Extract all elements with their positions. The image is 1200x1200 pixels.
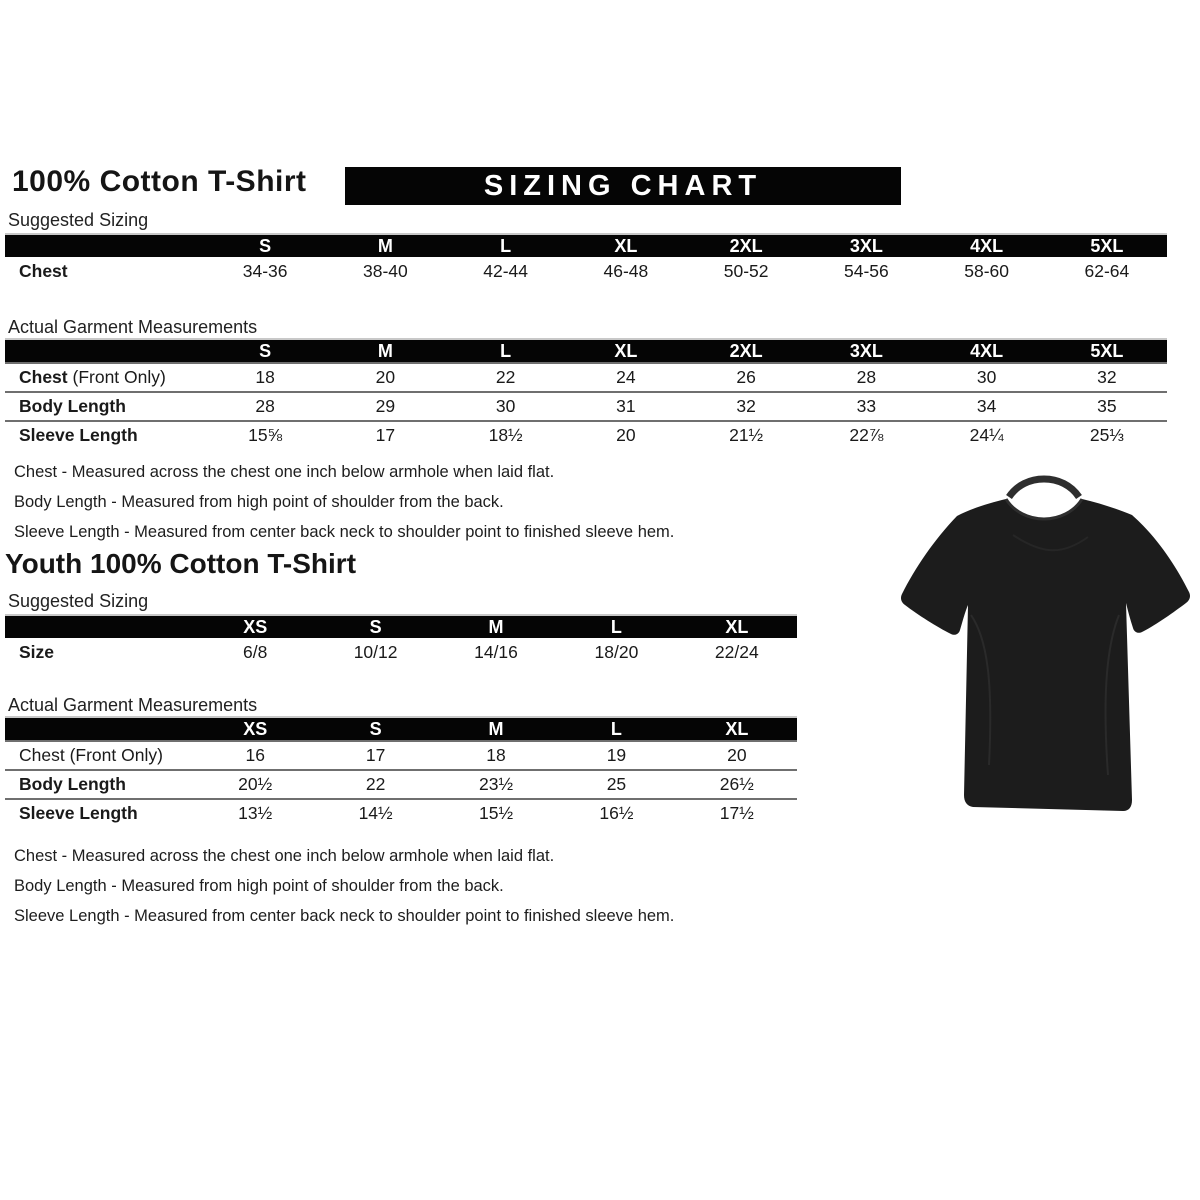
column-header: XL [614,235,638,256]
row-label: Sleeve Length [19,803,138,823]
cell-value: 13½ [238,803,273,823]
column-header: 2XL [729,340,763,361]
cell-value: 16 [245,745,265,765]
cell-value: 16½ [599,803,634,823]
tshirt-collar [1009,479,1079,497]
measurement-note: Chest - Measured across the chest one inch below armhole when laid flat. [14,847,555,865]
adult-suggested-sizing-table [5,233,1167,286]
row-label: Sleeve Length [19,425,138,445]
column-header: XL [725,718,749,739]
cell-value: 28 [856,367,877,387]
row-label-cell [5,396,205,417]
column-header: S [369,616,382,637]
cell-value: 26½ [719,774,754,794]
column-header: M [377,340,393,361]
column-header: XL [725,616,749,637]
row-label-note: (Front Only) [67,367,166,387]
column-header: 4XL [970,340,1004,361]
cell-value: 14/16 [474,642,518,662]
table-row [5,638,797,667]
cell-value: 22⅞ [849,425,884,445]
row-label-cell [5,642,195,663]
row-label-cell [5,261,205,282]
cell-value: 50-52 [723,261,769,281]
table-row [5,798,797,827]
cell-value: 18 [486,745,506,765]
adult-suggested-sizing-label: Suggested Sizing [8,210,149,230]
cell-value: 18/20 [594,642,639,662]
cell-value: 29 [375,396,396,416]
table-row [5,362,1167,391]
column-header: S [259,235,272,256]
column-header: XS [243,718,268,739]
measurement-note: Body Length - Measured from high point of shoulder from the back. [14,877,504,895]
cell-value: 26 [736,367,756,387]
table-header-row [5,614,797,638]
column-header: 2XL [729,235,763,256]
row-label-cell [5,803,195,824]
sizing-chart-banner [345,167,901,205]
cell-value: 18 [255,367,275,387]
cell-value: 17½ [719,803,754,823]
youth-actual-measurements-label: Actual Garment Measurements [8,695,258,715]
cell-value: 30 [495,396,516,416]
row-label: Size [19,642,55,662]
cell-value: 15½ [478,803,514,823]
table-header-row [5,338,1167,362]
cell-value: 18½ [488,425,523,445]
adult-actual-measurements-table [5,338,1167,449]
youth-actual-measurements-table [5,716,797,827]
cell-value: 62-64 [1084,261,1130,281]
row-label-cell [5,425,205,446]
column-header: L [610,616,622,637]
column-header: L [610,718,622,739]
row-label: Chest [19,261,68,281]
cell-value: 25 [606,774,627,794]
row-label: Chest [19,367,68,387]
row-label: Chest (Front Only) [19,745,163,765]
cell-value: 30 [976,367,997,387]
cell-value: 17 [375,425,396,445]
cell-value: 31 [616,396,636,416]
cell-value: 42-44 [483,261,528,281]
column-header: XL [614,340,638,361]
column-header: 5XL [1090,340,1124,361]
row-label-cell [5,367,205,388]
cell-value: 28 [255,396,275,416]
column-header: 3XL [849,235,883,256]
table-header-row [5,716,797,740]
row-label: Body Length [19,774,126,794]
cell-value: 23½ [478,774,514,794]
cell-value: 35 [1097,396,1117,416]
measurement-note: Chest - Measured across the chest one inch below armhole when laid flat. [14,463,555,481]
adult-measurement-notes [14,463,834,553]
youth-suggested-sizing-label: Suggested Sizing [8,591,149,611]
column-header: L [500,340,512,361]
column-header: M [488,616,504,637]
table-row [5,740,797,769]
cell-value: 20 [616,425,636,445]
cell-value: 22 [365,774,386,794]
column-header: L [500,235,512,256]
cell-value: 24¼ [969,425,1004,445]
table-row [5,391,1167,420]
column-header: 3XL [849,340,883,361]
cell-value: 38-40 [362,261,408,281]
tshirt-product-image [893,465,1195,817]
row-label: Body Length [19,396,126,416]
cell-value: 25⅓ [1089,425,1124,445]
cell-value: 22/24 [714,642,759,662]
column-header: 5XL [1090,235,1124,256]
page-title: 100% Cotton T-Shirt [12,165,307,198]
banner-text: SIZING CHART [483,169,763,202]
cell-value: 24 [616,367,636,387]
adult-actual-measurements-label: Actual Garment Measurements [8,317,258,337]
measurement-note: Sleeve Length - Measured from center back neck to shoulder point to finished sleeve hem. [14,907,675,925]
cell-value: 20 [375,367,396,387]
tshirt-body-shape [901,499,1190,811]
row-label-cell [5,774,195,795]
cell-value: 19 [606,745,627,765]
cell-value: 10/12 [353,642,398,662]
cell-value: 54-56 [843,261,889,281]
measurement-note: Sleeve Length - Measured from center back neck to shoulder point to finished sleeve hem. [14,523,675,541]
column-header: M [377,235,393,256]
cell-value: 34 [976,396,997,416]
youth-measurement-notes [14,847,834,937]
cell-value: 46-48 [603,261,649,281]
cell-value: 58-60 [964,261,1009,281]
cell-value: 20 [727,745,747,765]
cell-value: 15⅝ [248,425,283,445]
measurement-note: Body Length - Measured from high point of shoulder from the back. [14,493,504,511]
youth-title: Youth 100% Cotton T-Shirt [5,548,357,579]
cell-value: 33 [856,396,877,416]
row-label-cell [5,745,195,766]
cell-value: 32 [1097,367,1117,387]
column-header: S [369,718,382,739]
cell-value: 34-36 [242,261,288,281]
cell-value: 17 [365,745,386,765]
table-row [5,420,1167,449]
table-header-row [5,233,1167,257]
cell-value: 6/8 [243,642,268,662]
column-header: M [488,718,504,739]
column-header: S [259,340,272,361]
column-header: XS [243,616,268,637]
cell-value: 22 [495,367,516,387]
cell-value: 21½ [729,425,764,445]
cell-value: 14½ [358,803,393,823]
black-tshirt-graphic [893,465,1195,817]
table-row [5,769,797,798]
column-header: 4XL [970,235,1004,256]
cell-value: 32 [736,396,756,416]
youth-suggested-sizing-table [5,614,797,667]
cell-value: 20½ [238,774,273,794]
table-row [5,257,1167,286]
